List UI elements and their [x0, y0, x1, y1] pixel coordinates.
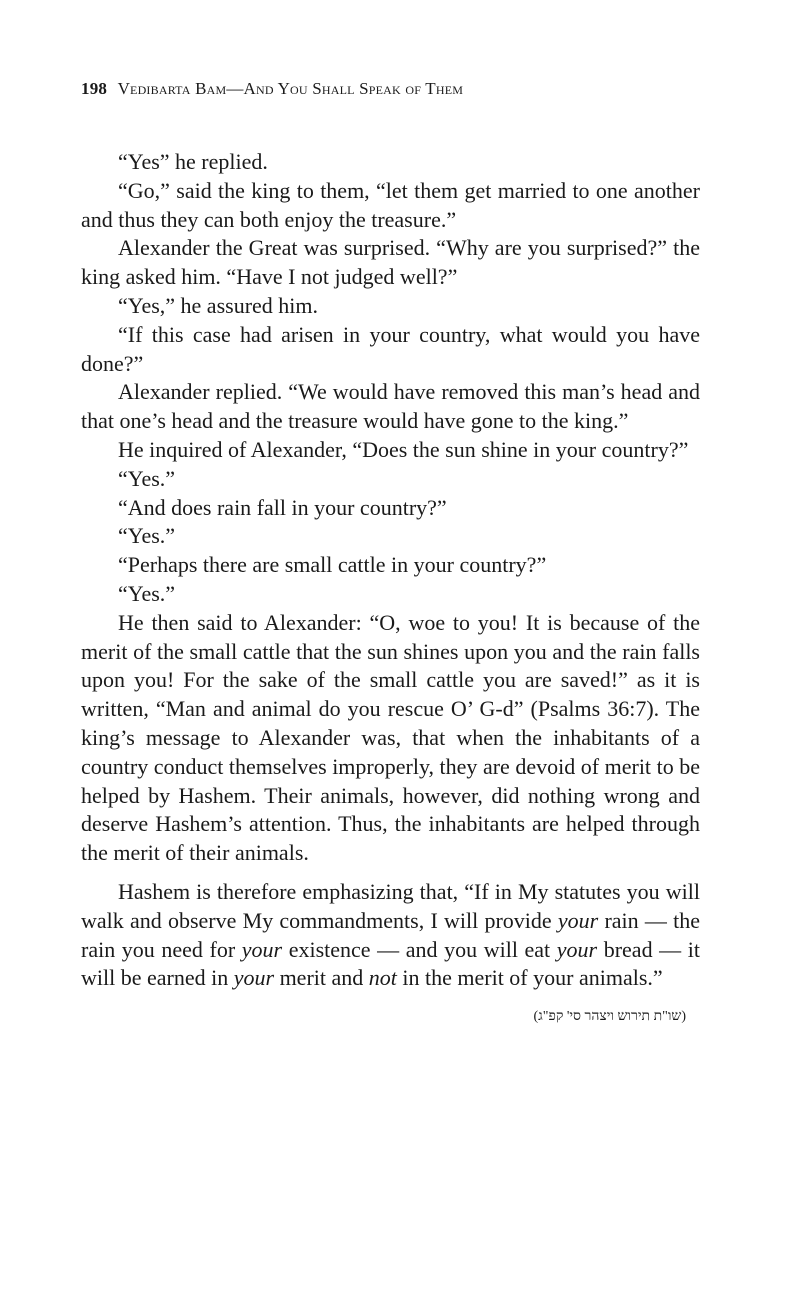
paragraph: “Yes” he replied.	[118, 149, 268, 174]
page	[81, 74, 700, 1032]
emphasis: not	[368, 965, 397, 991]
paragraph: “If this case had arisen in your country, what would you have done?”	[81, 321, 700, 376]
emphasis: your	[241, 936, 283, 962]
emphasis: your	[556, 936, 598, 962]
paragraph: “Go,” said the king to them, “let them get married to one another and thus they can both enjoy the treasure.”	[81, 177, 700, 232]
paragraph: “Yes.”	[118, 580, 176, 606]
paragraph: “Yes.”	[118, 523, 176, 549]
body-text	[81, 148, 700, 1032]
text-run: Hashem is therefore emphasizing that, “If in My statutes you will walk and observe My commandments, I will provide	[81, 878, 700, 933]
text-run: existence — and you will eat	[282, 936, 557, 962]
text-run: bread — it will be earned in	[81, 936, 700, 991]
closing-paragraph	[81, 878, 700, 993]
emphasis: your	[233, 965, 275, 991]
running-title: Vedibarta Bam—And You Shall Speak of Them	[117, 79, 464, 98]
paragraph: “Yes.”	[118, 465, 176, 491]
page-number: 198	[81, 79, 108, 98]
paragraph: Alexander replied. “We would have removed this man’s head and that one’s head and the treasure would have gone to the king.”	[81, 379, 700, 434]
text-run: rain — the rain you need for	[81, 907, 700, 962]
paragraph: He inquired of Alexander, “Does the sun shine in your country?”	[118, 436, 689, 462]
running-head	[81, 74, 700, 104]
source-citation: (שו"ת תירוש ויצהר סי' קפ"ג)	[533, 1009, 686, 1025]
paragraph: He then said to Alexander: “O, woe to you! It is because of the merit of the small cattle that the sun shines upon you and the rain falls upon you! For the sake of the small cattle you are saved!” as it is written, “Man and animal do you rescue O’ G-d” (Psalms 36:7). The king’s message to Alexander was, that when the inhabitants of a country conduct themselves improperly, they are devoid of merit to be helped by Hashem. Their animals, however, did nothing wrong and deserve Hashem’s attention. Thus, the inhabitants are helped through the merit of their animals.	[81, 609, 700, 866]
paragraph: “And does rain fall in your country?”	[118, 494, 447, 520]
paragraph: “Perhaps there are small cattle in your country?”	[118, 552, 547, 578]
paragraph: Alexander the Great was surprised. “Why are you surprised?” the king asked him. “Have I not judged well?”	[81, 235, 700, 290]
text-run: in the merit of your animals.”	[396, 965, 663, 991]
text-run: merit and	[274, 965, 369, 991]
emphasis: your	[557, 907, 599, 933]
paragraph: “Yes,” he assured him.	[118, 292, 319, 318]
